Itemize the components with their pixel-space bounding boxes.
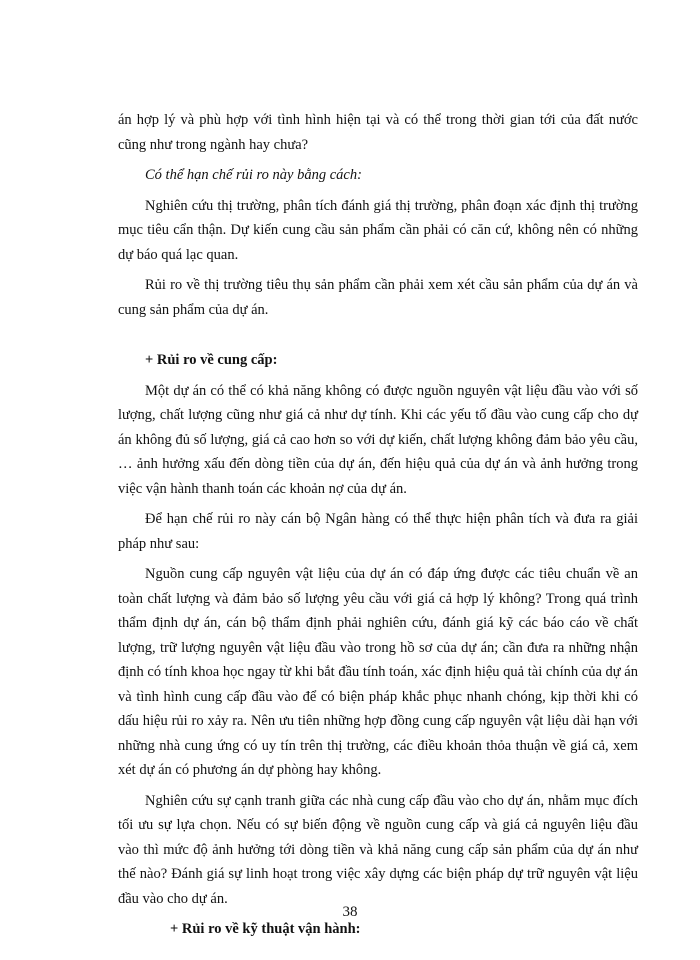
paragraph-market-risk: Rủi ro về thị trường tiêu thụ sản phẩm cần phải xem xét cầu sản phẩm của dự án và cung sản phẩm của dự án.: [118, 277, 638, 318]
paragraph-supply-source: Nguồn cung cấp nguyên vật liệu của dự án có đáp ứng được các tiêu chuẩn về an toàn chất lượng và đảm bảo số lượng yêu cầu với giá cả hợp lý không? Trong quá trình thẩm định dự án, cán bộ thẩm định phải nghiên cứu, đánh giá kỹ các báo cáo về chất lượng, trữ lượng nguyên vật liệu đầu vào trong hồ sơ của dự án; cần đưa ra những nhận định có tính khoa học ngay từ khi bắt đầu tính toán, xác định hiệu quả tài chính của dự án và tình hình cung cấp đầu vào để có biện pháp khắc phục nhanh chóng, kịp thời khi có dấu hiệu rủi ro xảy ra. Nên ưu tiên những hợp đồng cung cấp nguyên vật liệu dài hạn với những nhà cung ứng có uy tín trên thị trường, các điều khoản thỏa thuận về giá cả, xem xét dự án có phương án dự phòng hay không.: [118, 566, 638, 778]
paragraph-supplier-competition: Nghiên cứu sự cạnh tranh giữa các nhà cung cấp đầu vào cho dự án, nhằm mục đích tối ưu sự lựa chọn. Nếu có sự biến động về nguồn cung cấp và giá cả nguyên liệu đầu vào thì mức độ ảnh hưởng tới dòng tiền và khả năng cung cấp sản phẩm của dự án như thế nào? Đánh giá sự linh hoạt trong việc xây dựng các biện pháp dự trữ nguyên vật liệu đầu vào cho dự án.: [118, 792, 638, 907]
page-body: [118, 108, 638, 948]
heading-supply-risk: + Rủi ro về cung cấp:: [145, 352, 278, 368]
paragraph-limit-risk-intro: Có thể hạn chế rủi ro này bằng cách:: [145, 167, 362, 183]
paragraph-supply-risk-desc: Một dự án có thể có khả năng không có được nguồn nguyên vật liệu đầu vào với số lượng, chất lượng cũng như giá cả như dự tính. Khi các yếu tố đầu vào cung cấp cho dự án không đủ số lượng, giá cả cao hơn so với dự kiến, chất lượng không đảm bảo yêu cầu, … ảnh hưởng xấu đến dòng tiền của dự án, đến hiệu quả của dự án và ảnh hưởng trong việc vận hành thanh toán các khoản nợ của dự án.: [118, 382, 638, 497]
paragraph-continuation: án hợp lý và phù hợp với tình hình hiện tại và có thể trong thời gian tới của đất nước cũng như trong ngành hay chưa?: [118, 112, 638, 153]
paragraph-bank-solution: Để hạn chế rủi ro này cán bộ Ngân hàng có thể thực hiện phân tích và đưa ra giải pháp như sau:: [118, 511, 638, 552]
page-number: 38: [342, 904, 358, 920]
heading-technical-risk: + Rủi ro về kỹ thuật vận hành:: [170, 921, 361, 937]
paragraph-market-research: Nghiên cứu thị trường, phân tích đánh giá thị trường, phân đoạn xác định thị trường mục tiêu cẩn thận. Dự kiến cung cầu sản phẩm cần phải có căn cứ, không nên có những dự báo quá lạc quan.: [118, 197, 638, 263]
